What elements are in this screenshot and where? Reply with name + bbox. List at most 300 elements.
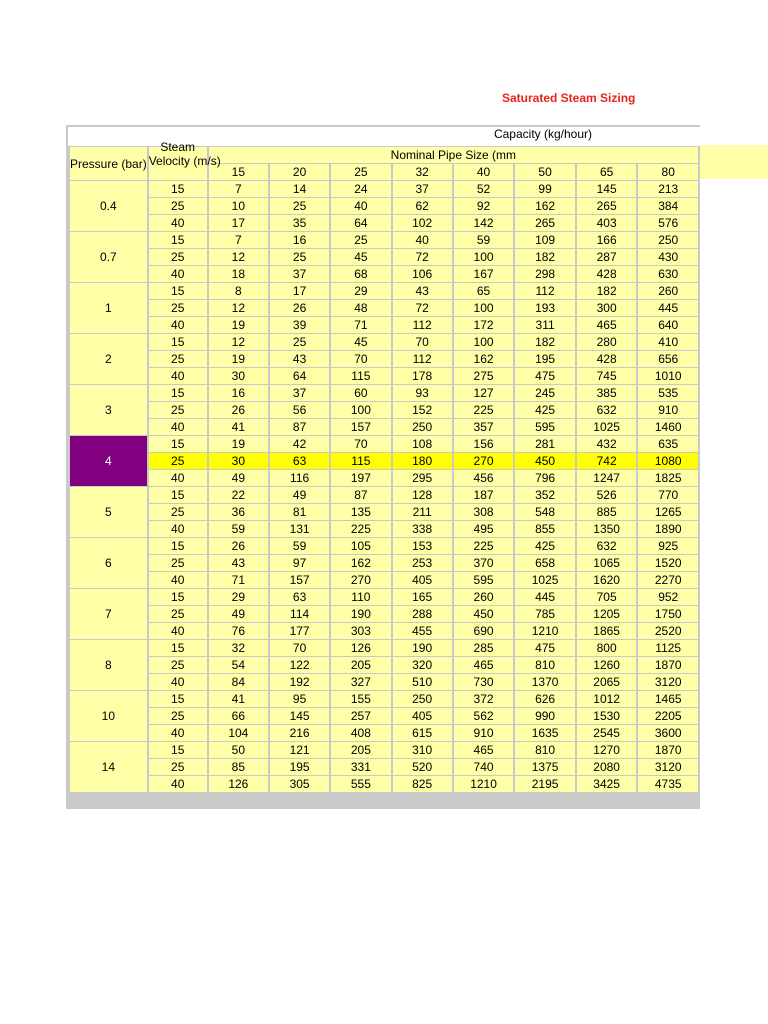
table-row (70, 691, 698, 707)
table-row (70, 215, 698, 231)
capacity-cell: 352 (515, 487, 575, 503)
capacity-cell: 126 (209, 776, 268, 792)
capacity-cell: 357 (454, 419, 514, 435)
velocity-cell: 25 (149, 453, 207, 469)
capacity-cell: 225 (454, 538, 514, 554)
capacity-cell: 1012 (577, 691, 637, 707)
capacity-cell: 162 (454, 351, 514, 367)
capacity-cell: 167 (454, 266, 514, 282)
capacity-cell: 17 (270, 283, 329, 299)
capacity-cell: 1750 (638, 606, 698, 622)
capacity-cell: 14 (270, 181, 329, 197)
velocity-cell: 15 (149, 538, 207, 554)
capacity-cell: 126 (331, 640, 390, 656)
velocity-cell: 25 (149, 606, 207, 622)
capacity-cell: 2520 (638, 623, 698, 639)
pipe-size-header-cell: 50 (515, 164, 575, 180)
capacity-cell: 810 (515, 657, 575, 673)
capacity-cell: 24 (331, 181, 390, 197)
capacity-cell: 7 (209, 232, 268, 248)
capacity-cell: 41 (209, 419, 268, 435)
capacity-cell: 29 (331, 283, 390, 299)
velocity-cell: 40 (149, 266, 207, 282)
capacity-cell: 99 (515, 181, 575, 197)
capacity-cell: 311 (515, 317, 575, 333)
pipe-size-header-cell: 40 (454, 164, 514, 180)
capacity-cell: 26 (209, 402, 268, 418)
capacity-cell: 3120 (638, 674, 698, 690)
capacity-cell: 384 (638, 198, 698, 214)
table-row (70, 334, 698, 350)
capacity-cell: 72 (393, 300, 452, 316)
capacity-cell: 428 (577, 351, 637, 367)
velocity-header-label: Velocity (m/s) (148, 154, 221, 168)
capacity-cell: 25 (270, 198, 329, 214)
capacity-cell: 690 (454, 623, 514, 639)
pipe-size-header-cell: 32 (393, 164, 452, 180)
capacity-cell: 450 (515, 453, 575, 469)
capacity-cell: 108 (393, 436, 452, 452)
capacity-cell: 145 (270, 708, 329, 724)
capacity-cell: 30 (209, 368, 268, 384)
nominal-pipe-size-label: Nominal Pipe Size (mm (390, 148, 517, 162)
capacity-cell: 1025 (515, 572, 575, 588)
capacity-cell: 640 (638, 317, 698, 333)
capacity-cell: 42 (270, 436, 329, 452)
pipe-size-header-cell: 20 (270, 164, 329, 180)
capacity-cell: 1520 (638, 555, 698, 571)
capacity-cell: 331 (331, 759, 390, 775)
capacity-cell: 43 (270, 351, 329, 367)
pressure-cell: 6 (70, 538, 147, 588)
capacity-cell: 3120 (638, 759, 698, 775)
capacity-cell: 270 (331, 572, 390, 588)
pressure-cell: 3 (70, 385, 147, 435)
capacity-cell: 1260 (577, 657, 637, 673)
capacity-cell: 64 (270, 368, 329, 384)
capacity-cell: 535 (638, 385, 698, 401)
capacity-cell: 705 (577, 589, 637, 605)
capacity-cell: 197 (331, 470, 390, 486)
table-row (70, 572, 698, 588)
capacity-cell: 12 (209, 249, 268, 265)
capacity-cell: 770 (638, 487, 698, 503)
capacity-cell: 2270 (638, 572, 698, 588)
capacity-cell: 250 (393, 691, 452, 707)
velocity-cell: 25 (149, 555, 207, 571)
capacity-cell: 100 (454, 300, 514, 316)
pressure-cell: 10 (70, 691, 147, 741)
capacity-cell: 445 (515, 589, 575, 605)
table-row (70, 521, 698, 537)
capacity-cell: 109 (515, 232, 575, 248)
capacity-cell: 990 (515, 708, 575, 724)
capacity-cell: 615 (393, 725, 452, 741)
capacity-cell: 456 (454, 470, 514, 486)
capacity-cell: 1370 (515, 674, 575, 690)
table-row (70, 657, 698, 673)
capacity-cell: 1205 (577, 606, 637, 622)
velocity-cell: 25 (149, 402, 207, 418)
velocity-cell: 25 (149, 759, 207, 775)
capacity-cell: 97 (270, 555, 329, 571)
pressure-cell: 0.7 (70, 232, 147, 282)
capacity-cell: 115 (331, 453, 390, 469)
capacity-cell: 2545 (577, 725, 637, 741)
table-row (70, 759, 698, 775)
capacity-cell: 1080 (638, 453, 698, 469)
capacity-cell: 128 (393, 487, 452, 503)
table-row (70, 589, 698, 605)
capacity-cell: 281 (515, 436, 575, 452)
spreadsheet-table (66, 125, 700, 809)
capacity-cell: 71 (331, 317, 390, 333)
capacity-cell: 495 (454, 521, 514, 537)
velocity-cell: 25 (149, 351, 207, 367)
pressure-column-header (70, 147, 147, 180)
pressure-header-label: Pressure (bar) (70, 156, 147, 171)
capacity-cell: 145 (577, 181, 637, 197)
capacity-cell: 526 (577, 487, 637, 503)
capacity-cell: 410 (638, 334, 698, 350)
capacity-cell: 110 (331, 589, 390, 605)
steam-sizing-grid (68, 140, 700, 793)
capacity-cell: 165 (393, 589, 452, 605)
capacity-cell: 190 (331, 606, 390, 622)
capacity-cell: 285 (454, 640, 514, 656)
capacity-cell: 32 (209, 640, 268, 656)
capacity-cell: 178 (393, 368, 452, 384)
capacity-cell: 910 (454, 725, 514, 741)
table-row (70, 470, 698, 486)
capacity-cell: 295 (393, 470, 452, 486)
capacity-cell: 43 (393, 283, 452, 299)
table-row (70, 742, 698, 758)
velocity-cell: 15 (149, 487, 207, 503)
pipe-size-header-cell: 15 (209, 164, 268, 180)
capacity-cell: 106 (393, 266, 452, 282)
capacity-cell: 1270 (577, 742, 637, 758)
capacity-cell: 475 (515, 640, 575, 656)
pressure-cell: 7 (70, 589, 147, 639)
capacity-cell: 16 (270, 232, 329, 248)
capacity-cell: 1065 (577, 555, 637, 571)
velocity-cell: 40 (149, 623, 207, 639)
capacity-cell: 49 (209, 470, 268, 486)
capacity-cell: 10 (209, 198, 268, 214)
table-row (70, 283, 698, 299)
capacity-cell: 76 (209, 623, 268, 639)
capacity-cell: 885 (577, 504, 637, 520)
capacity-cell: 45 (331, 334, 390, 350)
table-row (70, 300, 698, 316)
capacity-cell: 64 (331, 215, 390, 231)
capacity-cell: 810 (515, 742, 575, 758)
capacity-cell: 65 (454, 283, 514, 299)
capacity-cell: 1247 (577, 470, 637, 486)
capacity-cell: 18 (209, 266, 268, 282)
capacity-cell: 300 (577, 300, 637, 316)
capacity-cell: 81 (270, 504, 329, 520)
capacity-cell: 60 (331, 385, 390, 401)
capacity-cell: 59 (270, 538, 329, 554)
velocity-cell: 15 (149, 232, 207, 248)
velocity-cell: 40 (149, 470, 207, 486)
capacity-cell: 49 (209, 606, 268, 622)
capacity-cell: 45 (331, 249, 390, 265)
capacity-cell: 39 (270, 317, 329, 333)
velocity-cell: 15 (149, 385, 207, 401)
capacity-cell: 205 (331, 657, 390, 673)
capacity-cell: 142 (454, 215, 514, 231)
capacity-cell: 112 (515, 283, 575, 299)
velocity-cell: 15 (149, 334, 207, 350)
table-row (70, 368, 698, 384)
capacity-cell: 36 (209, 504, 268, 520)
capacity-cell: 253 (393, 555, 452, 571)
capacity-cell: 730 (454, 674, 514, 690)
capacity-cell: 12 (209, 334, 268, 350)
capacity-cell: 157 (331, 419, 390, 435)
capacity-cell: 37 (270, 385, 329, 401)
capacity-cell: 59 (209, 521, 268, 537)
velocity-cell: 40 (149, 572, 207, 588)
capacity-cell: 257 (331, 708, 390, 724)
capacity-cell: 408 (331, 725, 390, 741)
capacity-cell: 40 (393, 232, 452, 248)
capacity-cell: 825 (393, 776, 452, 792)
capacity-cell: 658 (515, 555, 575, 571)
table-row (70, 436, 698, 452)
capacity-cell: 84 (209, 674, 268, 690)
capacity-cell: 63 (270, 453, 329, 469)
capacity-cell: 7 (209, 181, 268, 197)
table-row (70, 674, 698, 690)
capacity-cell: 93 (393, 385, 452, 401)
capacity-cell: 405 (393, 572, 452, 588)
capacity-cell: 216 (270, 725, 329, 741)
capacity-cell: 260 (454, 589, 514, 605)
velocity-column-header (148, 140, 221, 180)
capacity-cell: 50 (209, 742, 268, 758)
capacity-cell: 19 (209, 436, 268, 452)
capacity-cell: 156 (454, 436, 514, 452)
table-row (70, 538, 698, 554)
capacity-cell: 25 (270, 249, 329, 265)
capacity-cell: 287 (577, 249, 637, 265)
capacity-cell: 432 (577, 436, 637, 452)
capacity-cell: 192 (270, 674, 329, 690)
capacity-cell: 17 (209, 215, 268, 231)
capacity-cell: 510 (393, 674, 452, 690)
velocity-cell: 40 (149, 215, 207, 231)
capacity-cell: 450 (454, 606, 514, 622)
capacity-cell: 1870 (638, 742, 698, 758)
velocity-cell: 40 (149, 368, 207, 384)
capacity-cell: 952 (638, 589, 698, 605)
capacity-cell: 25 (331, 232, 390, 248)
capacity-cell: 71 (209, 572, 268, 588)
table-row (70, 776, 698, 792)
pressure-cell: 4 (70, 436, 147, 486)
capacity-cell: 115 (331, 368, 390, 384)
capacity-cell: 2065 (577, 674, 637, 690)
velocity-cell: 15 (149, 589, 207, 605)
capacity-cell: 455 (393, 623, 452, 639)
capacity-cell: 172 (454, 317, 514, 333)
capacity-cell: 428 (577, 266, 637, 282)
pressure-cell: 5 (70, 487, 147, 537)
capacity-cell: 298 (515, 266, 575, 282)
table-row (70, 708, 698, 724)
velocity-cell: 40 (149, 725, 207, 741)
capacity-cell: 740 (454, 759, 514, 775)
capacity-cell: 213 (638, 181, 698, 197)
capacity-cell: 187 (454, 487, 514, 503)
table-row (70, 385, 698, 401)
capacity-cell: 308 (454, 504, 514, 520)
capacity-cell: 1530 (577, 708, 637, 724)
capacity-cell: 59 (454, 232, 514, 248)
capacity-cell: 1460 (638, 419, 698, 435)
table-row (70, 232, 698, 248)
capacity-cell: 632 (577, 402, 637, 418)
capacity-cell: 785 (515, 606, 575, 622)
capacity-cell: 127 (454, 385, 514, 401)
capacity-cell: 595 (515, 419, 575, 435)
capacity-cell: 1010 (638, 368, 698, 384)
pressure-cell: 0.4 (70, 181, 147, 231)
capacity-cell: 270 (454, 453, 514, 469)
capacity-cell: 475 (515, 368, 575, 384)
capacity-cell: 595 (454, 572, 514, 588)
capacity-cell: 152 (393, 402, 452, 418)
velocity-cell: 40 (149, 317, 207, 333)
capacity-cell: 19 (209, 317, 268, 333)
capacity-cell: 403 (577, 215, 637, 231)
capacity-cell: 1350 (577, 521, 637, 537)
capacity-cell: 190 (393, 640, 452, 656)
capacity-cell: 4735 (638, 776, 698, 792)
capacity-cell: 303 (331, 623, 390, 639)
capacity-cell: 68 (331, 266, 390, 282)
capacity-cell: 162 (331, 555, 390, 571)
capacity-cell: 30 (209, 453, 268, 469)
capacity-cell: 855 (515, 521, 575, 537)
capacity-cell: 796 (515, 470, 575, 486)
table-row (70, 504, 698, 520)
velocity-cell: 25 (149, 657, 207, 673)
capacity-cell: 260 (638, 283, 698, 299)
capacity-cell: 310 (393, 742, 452, 758)
capacity-cell: 155 (331, 691, 390, 707)
capacity-cell: 131 (270, 521, 329, 537)
capacity-cell: 37 (393, 181, 452, 197)
capacity-cell: 70 (270, 640, 329, 656)
capacity-cell: 177 (270, 623, 329, 639)
capacity-cell: 925 (638, 538, 698, 554)
capacity-cell: 114 (270, 606, 329, 622)
capacity-cell: 225 (331, 521, 390, 537)
capacity-cell: 52 (454, 181, 514, 197)
capacity-cell: 29 (209, 589, 268, 605)
capacity-cell: 121 (270, 742, 329, 758)
capacity-cell: 1825 (638, 470, 698, 486)
capacity-cell: 3425 (577, 776, 637, 792)
capacity-cell: 2195 (515, 776, 575, 792)
velocity-cell: 25 (149, 300, 207, 316)
pressure-cell: 2 (70, 334, 147, 384)
capacity-cell: 576 (638, 215, 698, 231)
capacity-cell: 35 (270, 215, 329, 231)
capacity-cell: 385 (577, 385, 637, 401)
table-row (70, 266, 698, 282)
capacity-cell: 87 (270, 419, 329, 435)
capacity-cell: 1210 (515, 623, 575, 639)
capacity-cell: 100 (454, 249, 514, 265)
capacity-cell: 800 (577, 640, 637, 656)
capacity-cell: 465 (454, 742, 514, 758)
capacity-cell: 66 (209, 708, 268, 724)
capacity-cell: 166 (577, 232, 637, 248)
capacity-cell: 2080 (577, 759, 637, 775)
table-row (70, 725, 698, 741)
capacity-cell: 16 (209, 385, 268, 401)
pipe-size-header-cell: 80 (638, 164, 698, 180)
capacity-cell: 1865 (577, 623, 637, 639)
capacity-cell: 48 (331, 300, 390, 316)
capacity-cell: 195 (515, 351, 575, 367)
pressure-cell: 14 (70, 742, 147, 792)
capacity-cell: 19 (209, 351, 268, 367)
capacity-cell: 280 (577, 334, 637, 350)
capacity-cell: 122 (270, 657, 329, 673)
capacity-cell: 105 (331, 538, 390, 554)
capacity-cell: 425 (515, 402, 575, 418)
velocity-cell: 25 (149, 249, 207, 265)
pipe-size-header-cell: 25 (331, 164, 390, 180)
capacity-cell: 1465 (638, 691, 698, 707)
capacity-cell: 180 (393, 453, 452, 469)
capacity-cell: 327 (331, 674, 390, 690)
capacity-cell: 54 (209, 657, 268, 673)
capacity-cell: 225 (454, 402, 514, 418)
velocity-cell: 15 (149, 436, 207, 452)
nominal-header-overflow (700, 145, 768, 179)
capacity-cell: 40 (331, 198, 390, 214)
capacity-label: Capacity (kg/hour) (493, 127, 593, 141)
capacity-cell: 100 (454, 334, 514, 350)
capacity-cell: 104 (209, 725, 268, 741)
table-row (70, 317, 698, 333)
capacity-cell: 465 (577, 317, 637, 333)
capacity-cell: 112 (393, 317, 452, 333)
capacity-cell: 320 (393, 657, 452, 673)
capacity-cell: 12 (209, 300, 268, 316)
velocity-cell: 25 (149, 708, 207, 724)
capacity-cell: 425 (515, 538, 575, 554)
capacity-cell: 1375 (515, 759, 575, 775)
capacity-cell: 745 (577, 368, 637, 384)
nominal-pipe-size-header (209, 147, 698, 163)
capacity-cell: 92 (454, 198, 514, 214)
capacity-cell: 1890 (638, 521, 698, 537)
capacity-cell: 3600 (638, 725, 698, 741)
capacity-cell: 1870 (638, 657, 698, 673)
capacity-cell: 116 (270, 470, 329, 486)
table-row (70, 249, 698, 265)
table-row (70, 351, 698, 367)
